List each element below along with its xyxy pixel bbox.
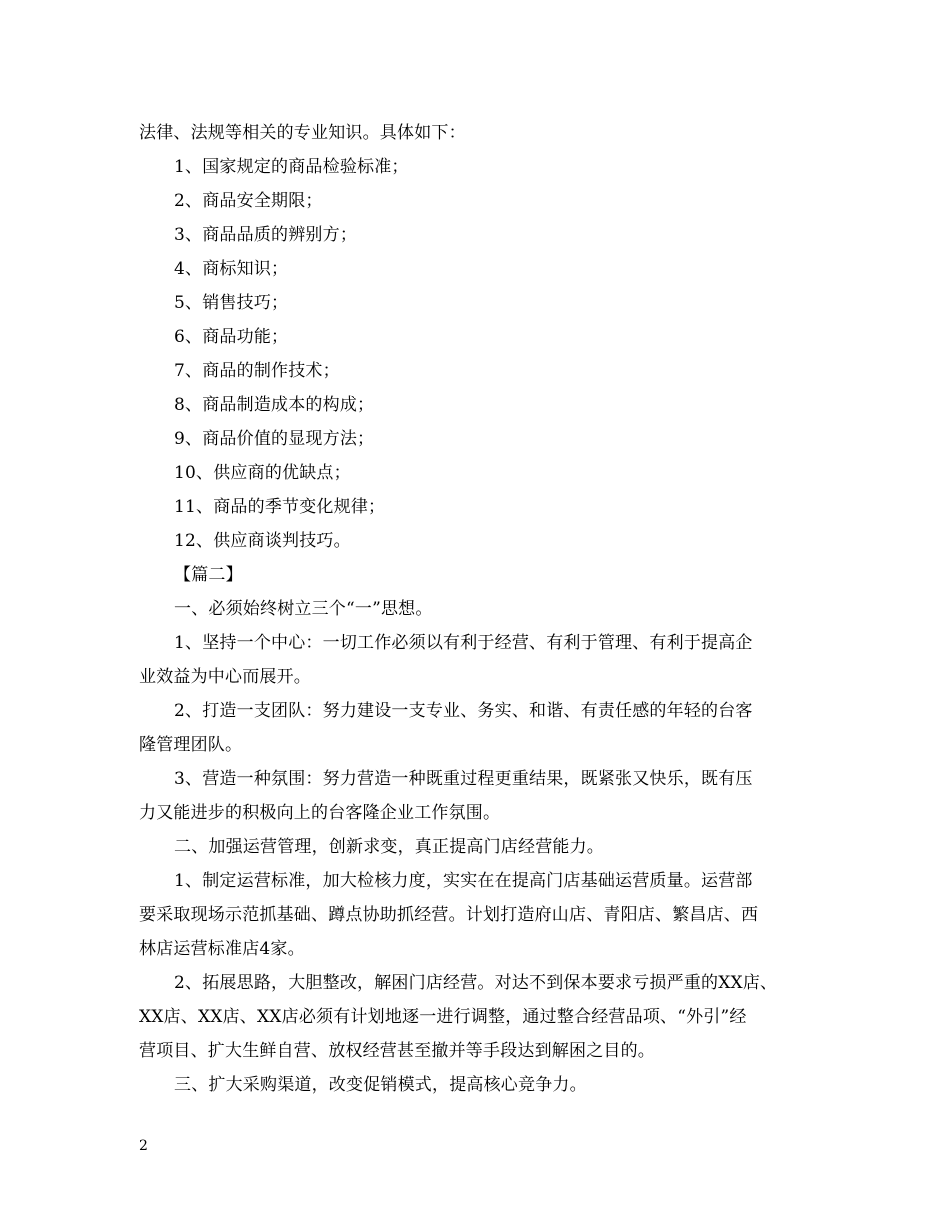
paragraph-line: 1、制定运营标准，加大检核力度，实实在在提高门店基础运营质量。运营部 [174,871,753,891]
list-item: 10、供应商的优缺点； [174,463,351,483]
list-item: 5、销售技巧； [174,293,289,313]
paragraph-line: 3、营造一种氛围：努力营造一种既重过程更重结果，既紧张又快乐，既有压 [174,769,753,789]
paragraph-line: 林店运营标准店4家。 [139,939,305,959]
section-title: 三、扩大采购渠道，改变促销模式，提高核心竞争力。 [174,1075,587,1095]
section-heading: 【篇二】 [174,565,243,585]
list-item: 9、商品价值的显现方法； [174,429,375,449]
text-line: 法律、法规等相关的专业知识。具体如下： [139,123,466,143]
paragraph-line: 业效益为中心而展开。 [139,667,311,687]
paragraph-line: 1、坚持一个中心：一切工作必须以有利于经营、有利于管理、有利于提高企 [174,633,753,653]
list-item: 3、商品品质的辨别方； [174,225,358,245]
document-body [139,116,829,1102]
paragraph-line: 营项目、扩大生鲜自营、放权经营甚至撤并等手段达到解困之目的。 [139,1041,655,1061]
list-item: 6、商品功能； [174,327,289,347]
paragraph-line: 要采取现场示范抓基础、蹲点协助抓经营。计划打造府山店、青阳店、繁昌店、西 [139,905,759,925]
list-item: 4、商标知识； [174,259,289,279]
paragraph-line: 2、打造一支团队：努力建设一支专业、务实、和谐、有责任感的年轻的台客 [174,701,753,721]
section-title: 一、必须始终树立三个“一”思想。 [174,599,433,619]
page-number: 2 [139,1138,148,1154]
paragraph-line: 隆管理团队。 [139,735,243,755]
list-item: 1、国家规定的商品检验标准； [174,157,409,177]
section-title: 二、加强运营管理，创新求变，真正提高门店经营能力。 [174,837,604,857]
paragraph-line: 2、拓展思路，大胆整改，解困门店经营。对达不到保本要求亏损严重的XX店、 [174,973,778,993]
list-item: 2、商品安全期限； [174,191,323,211]
list-item: 12、供应商谈判技巧。 [174,531,351,551]
paragraph-line: XX店、XX店、XX店必须有计划地逐一进行调整，通过整合经营品项、“外引”经 [139,1007,747,1027]
paragraph-line: 力又能进步的积极向上的台客隆企业工作氛围。 [139,803,501,823]
list-item: 7、商品的制作技术； [174,361,340,381]
list-item: 11、商品的季节变化规律； [174,497,386,517]
list-item: 8、商品制造成本的构成； [174,395,375,415]
